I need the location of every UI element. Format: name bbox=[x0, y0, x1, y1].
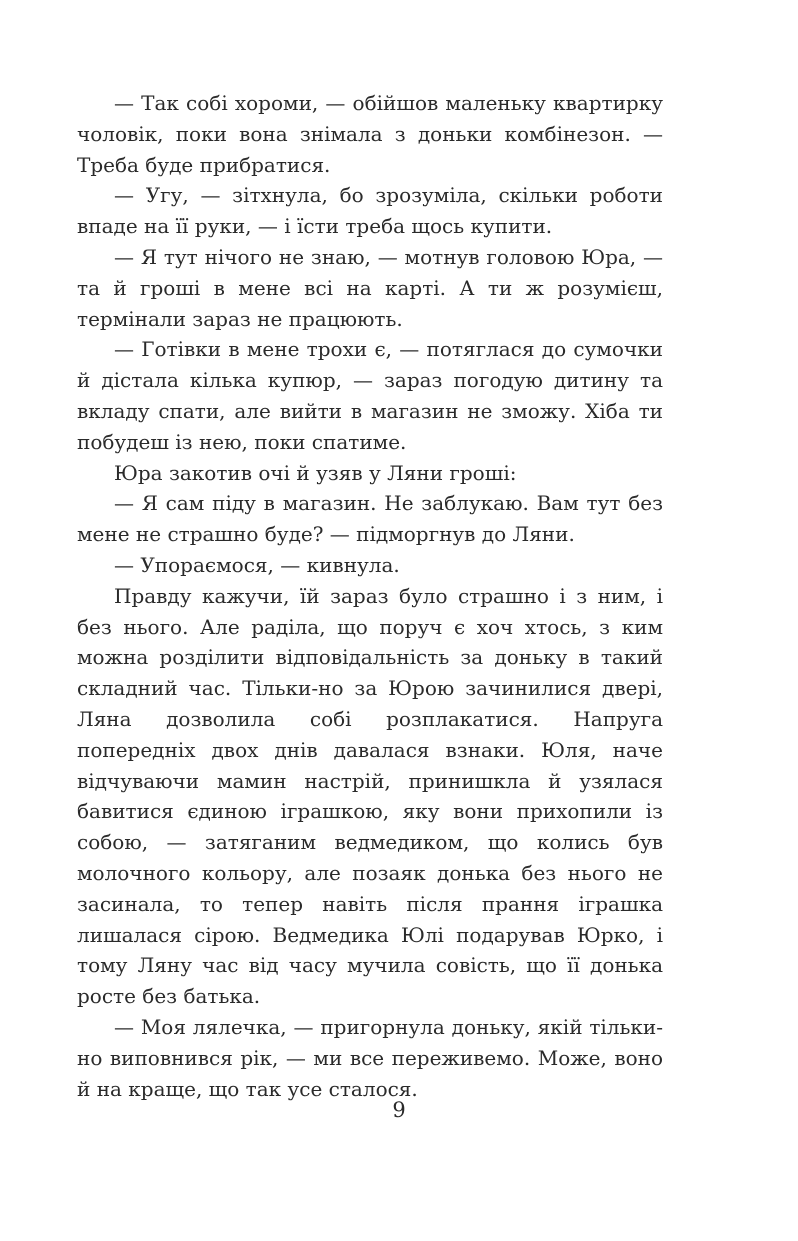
paragraph-6: — Я сам піду в магазин. Не заблукаю. Вам тут без мене не страшно буде? — підморгнув до Ляни. bbox=[77, 491, 663, 547]
paragraph-7: — Упораємося, — кивнула. bbox=[114, 552, 400, 577]
paragraph-5: Юра закотив очі й узяв у Ляни гроші: bbox=[114, 460, 517, 485]
paragraph-8: Правду кажучи, їй зараз було страшно і з ним, і без нього. Але раділа, що поруч є хоч хтось, з ким можна розділити відповідальність за доньку в такий складний час. Тільки-но за Юрою зачинилися двері, Ляна дозволила собі розплакатися. Напруга попередніх двох днів давалася взнаки. Юля, наче відчуваючи мамин настрій, принишкла й узялася бавитися єдиною іграшкою, яку вони прихопили із собою, — затяганим ведмедиком, що колись був молочного кольору, але позаяк донька без нього не засинала, то тепер навіть після прання іграшка лишалася сірою. Ведмедика Юлі подарував Юрко, і тому Ляну час від часу мучила совість, що її донька росте без батька. bbox=[77, 583, 663, 1009]
body-text bbox=[77, 88, 663, 1104]
paragraph-3: — Я тут нічого не знаю, — мотнув головою Юра, — та й гроші в мене всі на карті. А ти ж розумієш, термінали зараз не працюють. bbox=[77, 244, 663, 331]
paragraph-4: — Готівки в мене трохи є, — потяглася до сумочки й дістала кілька купюр, — зараз погодую дитину та вкладу спати, але вийти в магазин не зможу. Хіба ти побудеш із нею, поки спатиме. bbox=[77, 337, 663, 454]
paragraph-1: — Так собі хороми, — обійшов маленьку квартирку чоловік, поки вона знімала з доньки комбінезон. — Треба буде прибратися. bbox=[77, 91, 663, 177]
paragraph-2: — Угу, — зітхнула, бо зрозуміла, скільки роботи впаде на її руки, — і їсти треба щось купити. bbox=[77, 183, 663, 239]
page-number: 9 bbox=[392, 1098, 406, 1122]
paragraph-9: — Моя лялечка, — пригорнула доньку, якій тільки-но виповнився рік, — ми все переживемо. Може, воно й на краще, що так усе сталося. bbox=[77, 1014, 663, 1101]
